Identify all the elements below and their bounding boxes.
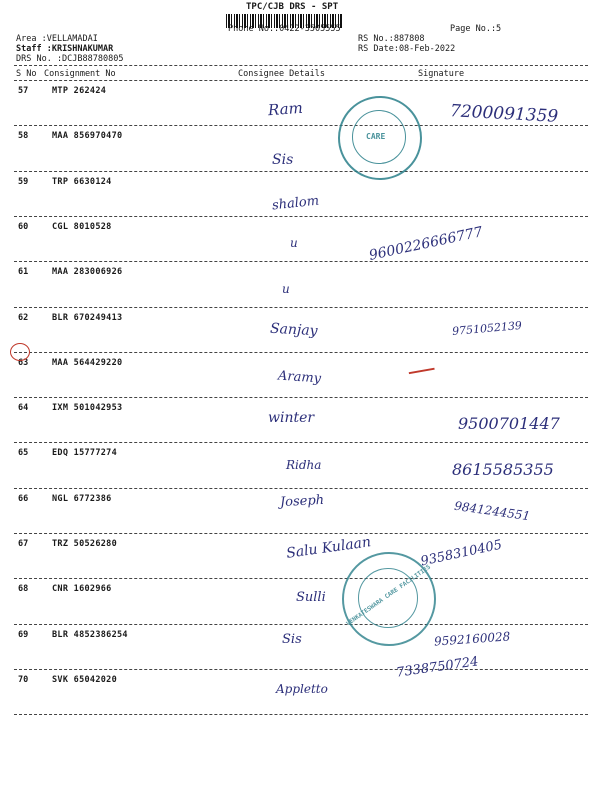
row-consignment: MAA 856970470 (52, 131, 123, 142)
row-sno: 69 (18, 629, 29, 640)
area: Area :VELLAMADAI (16, 34, 98, 44)
staff (16, 44, 113, 54)
handwritten-name: Appletto (276, 682, 328, 696)
row-divider (14, 669, 588, 670)
row-sno: 58 (18, 131, 29, 142)
row-sno: 68 (18, 584, 29, 595)
row-divider (14, 216, 588, 217)
row-divider (14, 171, 588, 172)
handwritten-phone: 9751052139 (451, 318, 523, 339)
row-sno: 67 (18, 539, 29, 549)
handwritten-name: Sanjay (269, 320, 318, 340)
rs-date: RS Date:08-Feb-2022 (358, 44, 456, 54)
row-sno: 57 (18, 86, 29, 96)
handwritten-name: Aramy (277, 368, 322, 387)
divider (14, 65, 588, 66)
row-divider (14, 624, 588, 625)
page-number: Page No.:5 (450, 24, 502, 34)
row-divider (14, 352, 588, 353)
row-consignment: SVK 65042020 (52, 674, 118, 685)
handwritten-phone: 9592160028 (433, 629, 511, 649)
stamp-round-text: CARE (366, 132, 386, 141)
col-consignment: Consignment No (44, 69, 116, 79)
row-consignment: EDQ 15777274 (52, 448, 118, 459)
divider (14, 80, 588, 81)
handwritten-phone: 7200091359 (449, 101, 559, 127)
rs-number: RS No.:887808 (358, 34, 425, 44)
handwritten-phone: 9841244551 (453, 498, 531, 524)
row-divider (14, 488, 588, 489)
handwritten-phone: 9358310405 (419, 537, 504, 570)
row-sno: 61 (18, 267, 29, 278)
red-circle-mark (10, 343, 30, 361)
handwritten-phone: 8615585355 (452, 460, 554, 479)
row-sno: 70 (18, 674, 29, 685)
doc-title: TPC/CJB DRS - SPT (246, 2, 339, 12)
row-consignment: CGL 8010528 (52, 221, 112, 232)
handwritten-name: Ram (267, 98, 304, 120)
red-tick-mark (407, 360, 434, 374)
handwritten-name: u (290, 236, 298, 250)
handwritten-name: u (282, 282, 290, 296)
row-sno: 59 (18, 176, 29, 187)
row-consignment: MTP 262424 (52, 86, 107, 96)
row-sno: 63 (18, 357, 29, 368)
drs-number: DRS No. :DCJB88780805 (16, 54, 124, 64)
staff-label: Staff : (16, 44, 52, 54)
row-sno: 64 (18, 403, 29, 414)
row-sno: 60 (18, 221, 29, 232)
row-divider (14, 533, 588, 534)
handwritten-phone: 9500701447 (458, 414, 560, 433)
handwritten-phone: 7338750724 (395, 654, 480, 681)
handwritten-name: Sis (282, 632, 302, 647)
row-divider (14, 578, 588, 579)
row-divider (14, 261, 588, 262)
handwritten-name: Sis (272, 152, 294, 168)
row-divider (14, 125, 588, 126)
phone-number: Phone No.:0422-3505555 (228, 24, 341, 34)
row-sno: 62 (18, 312, 29, 323)
row-consignment: TRP 6630124 (52, 176, 112, 187)
row-divider (14, 307, 588, 308)
row-consignment: MAA 283006926 (52, 267, 123, 278)
row-consignment: BLR 4852386254 (52, 629, 128, 640)
row-sno: 66 (18, 493, 29, 504)
staff-name: KRISHNAKUMAR (51, 44, 114, 54)
handwritten-phone: 9600226666777 (367, 224, 485, 264)
col-signature: Signature (418, 69, 465, 79)
row-divider (14, 714, 588, 715)
handwritten-name: shalom (271, 193, 320, 214)
handwritten-name: Joseph (279, 492, 325, 511)
stamp-company (342, 552, 436, 646)
row-divider (14, 397, 588, 398)
handwritten-name: Sulli (296, 590, 326, 605)
stamp-company-text: VENKATESWARA CARE FACILITIES (345, 563, 433, 628)
stamp-round (338, 96, 422, 180)
col-sno: S No (16, 69, 37, 79)
handwritten-name: Ridha (286, 458, 322, 472)
row-divider (14, 442, 588, 443)
row-consignment: IXM 501042953 (52, 403, 123, 414)
col-consignee: Consignee Details (238, 69, 325, 79)
handwritten-name: Salu Kulaan (285, 534, 372, 562)
row-consignment: TRZ 50526280 (52, 539, 118, 549)
row-consignment: BLR 670249413 (52, 312, 123, 323)
row-consignment: CNR 1602966 (52, 584, 112, 595)
row-sno: 65 (18, 448, 29, 459)
handwritten-name: winter (268, 410, 315, 426)
row-consignment: NGL 6772386 (52, 493, 112, 504)
row-consignment: MAA 564429220 (52, 357, 123, 368)
